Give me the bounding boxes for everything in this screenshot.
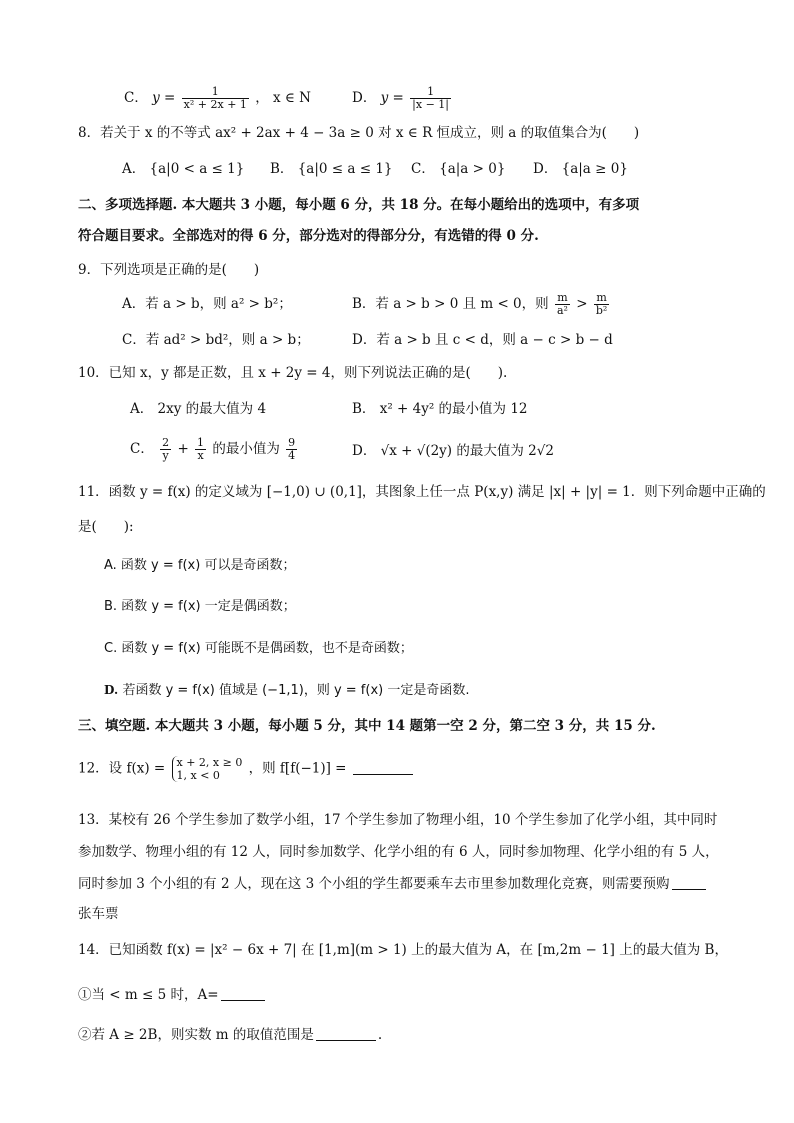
- section-2-header-line2: 符合题目要求。全部选对的得 6 分，部分选对的得部分分，有选错的得 0 分.: [78, 228, 539, 244]
- option-label: C．: [130, 441, 154, 457]
- q10-option-b: B． x² + 4y² 的最小值为 12: [352, 401, 528, 417]
- operator: +: [177, 441, 189, 457]
- formula-lhs: y =: [152, 90, 176, 106]
- fraction: [594, 292, 609, 317]
- q11-option-a: A. 函数 y = f(x) 可以是奇函数；: [104, 558, 296, 573]
- section-2-header-line1: 二、多项选择题. 本大题共 3 小题，每小题 6 分，共 18 分。在每小题给出的选项中，有多项: [78, 197, 640, 213]
- denominator: y: [162, 449, 169, 462]
- denominator: x² + 2x + 1: [183, 98, 247, 111]
- q9-option-b: [352, 292, 611, 317]
- option-text: B．若 a > b > 0 且 m < 0，则: [352, 296, 549, 312]
- question-text: 12．设 f(x) =: [78, 760, 166, 777]
- q12: [78, 756, 415, 782]
- answer-blank[interactable]: [672, 875, 706, 890]
- q10-stem: 10．已知 x，y 都是正数，且 x + 2y = 4，则下列说法正确的是( ).: [78, 365, 508, 381]
- q11-option-b: B. 函数 y = f(x) 一定是偶函数；: [104, 599, 296, 614]
- option-text: 若函数 y = f(x) 值域是 (−1,1)，则 y = f(x) 一定是奇函数.: [122, 683, 470, 698]
- operator: >: [576, 296, 588, 312]
- fraction: [182, 86, 249, 111]
- q8-stem: 8．若关于 x 的不等式 ax² + 2ax + 4 − 3a ≥ 0 对 x ∈ R 恒成立，则 a 的取值集合为( ): [78, 125, 640, 141]
- q11-option-c: C. 函数 y = f(x) 可能既不是偶函数，也不是奇函数；: [104, 641, 413, 656]
- q7-option-c: [124, 86, 311, 111]
- q13-line3: [78, 874, 708, 894]
- question-text: ，则 f[f(−1)] =: [248, 760, 347, 777]
- q13-line4: 张车票: [78, 906, 119, 922]
- condition: ， x ∈ N: [255, 90, 311, 106]
- piecewise-brace: [172, 756, 243, 782]
- numerator: 9: [288, 436, 296, 449]
- q13-line2: 参加数学、物理小组的有 12 人，同时参加数学、化学小组的有 6 人，同时参加物理、化学小组的有 5 人，: [78, 844, 719, 860]
- q14-stem: 14．已知函数 f(x) = |x² − 6x + 7| 在 [1,m](m > 1) 上的最大值为 A，在 [m,2m − 1] 上的最大值为 B，: [78, 942, 728, 958]
- q11-stem-line1: 11．函数 y = f(x) 的定义域为 [−1,0) ∪ (0,1]，其图象上任一点 P(x,y) 满足 |x| + |y| = 1．则下列命题中正确的: [78, 484, 766, 500]
- denominator: x: [197, 449, 204, 462]
- q14-part1: [78, 985, 267, 1005]
- fraction: [160, 437, 171, 462]
- q9-option-a: A．若 a > b，则 a² > b²；: [122, 296, 292, 312]
- question-text: ①当 < m ≤ 5 时，A=: [78, 987, 219, 1003]
- formula-lhs: y =: [380, 90, 404, 106]
- q8-option-a: A． {a|0 < a ≤ 1}: [122, 161, 245, 177]
- denominator: b²: [595, 304, 608, 317]
- q11-option-d: [104, 680, 470, 701]
- q9-stem: 9．下列选项是正确的是( ): [78, 262, 260, 278]
- numerator: 1: [182, 86, 249, 99]
- denominator: |x − 1|: [412, 98, 449, 111]
- option-text: 的最小值为: [212, 441, 280, 457]
- q10-option-c: [130, 437, 299, 462]
- numerator: 1: [197, 436, 205, 449]
- q13-line1: 13．某校有 26 个学生参加了数学小组，17 个学生参加了物理小组，10 个学生参加了化学小组，其中同时: [78, 812, 718, 828]
- fraction: [286, 437, 297, 462]
- fraction: [410, 86, 451, 111]
- question-text: ②若 A ≥ 2B，则实数 m 的取值范围是: [78, 1027, 314, 1043]
- denominator: 4: [288, 449, 296, 462]
- section-3-header: 三、填空题. 本大题共 3 小题，每小题 5 分，其中 14 题第一空 2 分，第二空 3 分，共 15 分.: [78, 718, 656, 734]
- fraction: [195, 437, 206, 462]
- numerator: 2: [162, 436, 170, 449]
- question-text: 同时参加 3 个小组的有 2 人，现在这 3 个小组的学生都要乘车去市里参加数理化竞赛，则需要预购: [78, 876, 670, 892]
- q10-option-a: A． 2xy 的最大值为 4: [130, 401, 267, 417]
- fraction: [555, 292, 570, 317]
- q11-stem-line2: 是( ):: [78, 519, 134, 535]
- option-label: D．: [352, 90, 377, 106]
- piecewise-case: 1, x < 0: [176, 769, 220, 782]
- answer-blank[interactable]: [316, 1026, 376, 1041]
- option-label: C．: [124, 90, 148, 106]
- numerator: 1: [410, 86, 451, 99]
- q8-option-d: D． {a|a ≥ 0}: [533, 161, 628, 177]
- q8-option-b: B． {a|0 ≤ a ≤ 1}: [270, 161, 393, 177]
- q7-option-d: [352, 86, 453, 111]
- numerator: m: [555, 292, 570, 305]
- piecewise-case: x + 2, x ≥ 0: [176, 756, 243, 769]
- punctuation: .: [377, 1027, 383, 1043]
- q10-option-d: D． √x + √(2y) 的最大值为 2√2: [352, 443, 554, 459]
- answer-blank[interactable]: [221, 986, 265, 1001]
- denominator: a²: [556, 304, 568, 317]
- q14-part2: [78, 1025, 382, 1045]
- option-label: D.: [104, 683, 119, 697]
- q9-option-c: C．若 ad² > bd²，则 a > b；: [122, 332, 310, 348]
- answer-blank[interactable]: [353, 760, 413, 775]
- q8-option-c: C． {a|a > 0}: [411, 161, 506, 177]
- numerator: m: [594, 292, 609, 305]
- q9-option-d: D．若 a > b 且 c < d，则 a − c > b − d: [352, 332, 613, 348]
